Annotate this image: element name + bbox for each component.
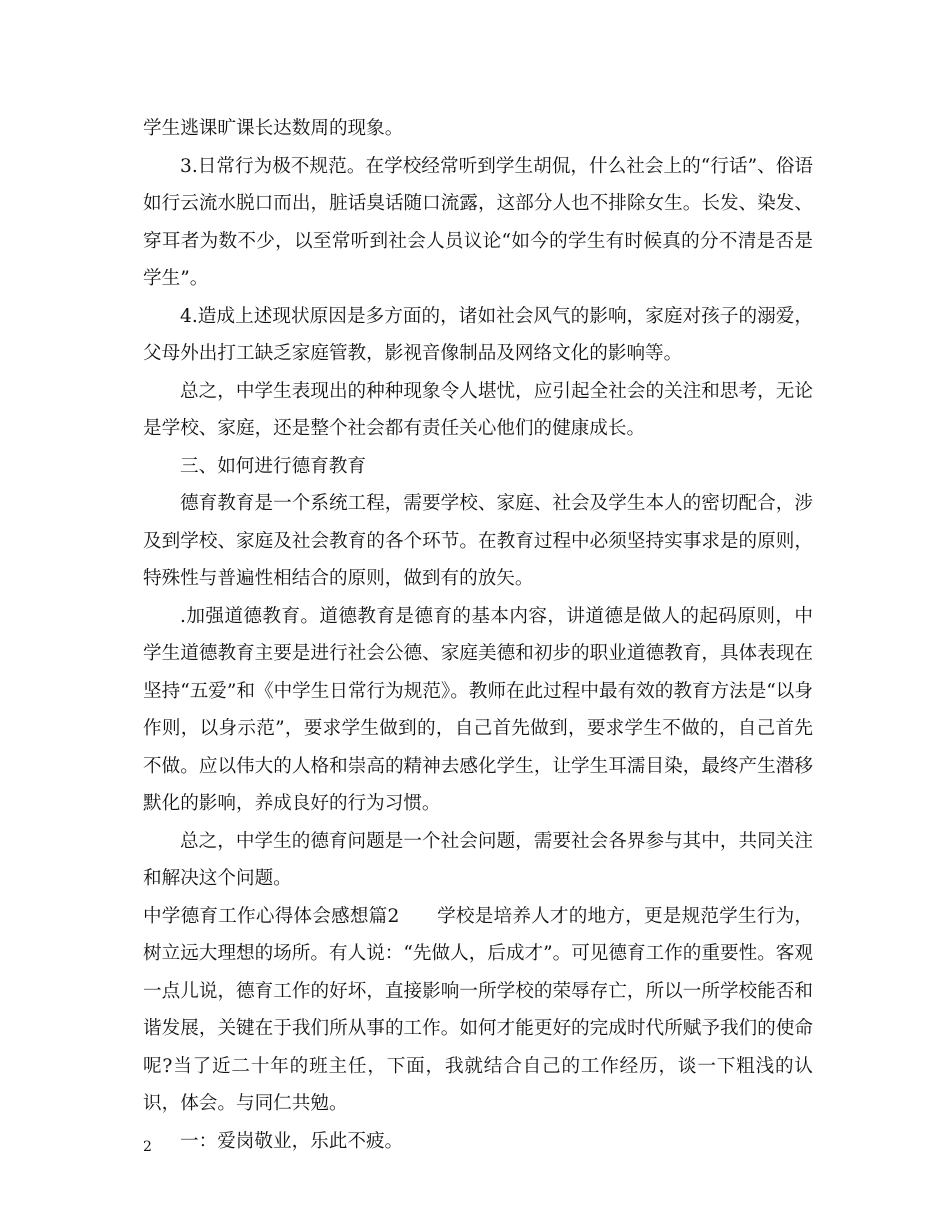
section-heading: 三、如何进行德育教育 (180, 455, 366, 477)
paragraph: 4.造成上述现状原因是多方面的，诸如社会风气的影响，家庭对孩子的溺爱，父母外出打工缺乏家庭管教，影视音像制品及网络文化的影响等。 (143, 305, 813, 364)
body-text (143, 110, 813, 1160)
paragraph: 学生逃课旷课长达数周的现象。 (143, 118, 404, 139)
paragraph: 中学德育工作心得体会感想篇2 学校是培养人才的地方，更是规范学生行为，树立远大理想的场所。有人说：“先做人，后成才”。可见德育工作的重要性。客观一点儿说，德育工作的好坏，直接影响一所学校的荣辱存亡，所以一所学校能否和谐发展，关键在于我们所从事的工作。如何才能更好的完成时代所赋予我们的使命呢?当了近二十年的班主任，下面，我就结合自己的工作经历，谈一下粗浅的认识，体会。与同仁共勉。 (143, 905, 813, 1114)
paragraph: 总之，中学生表现出的种种现象令人堪忧，应引起全社会的关注和思考，无论是学校、家庭，还是整个社会都有责任关心他们的健康成长。 (143, 380, 813, 439)
paragraph: 总之，中学生的德育问题是一个社会问题，需要社会各界参与其中，共同关注和解决这个问题。 (143, 830, 813, 889)
paragraph: 一：爱岗敬业，乐此不疲。 (180, 1130, 404, 1152)
paragraph: 德育教育是一个系统工程，需要学校、家庭、社会及学生本人的密切配合，涉及到学校、家庭及社会教育的各个环节。在教育过程中必须坚持实事求是的原则，特殊性与普遍性相结合的原则，做到有的放矢。 (143, 493, 813, 589)
page-number: 2 (143, 1139, 152, 1155)
paragraph: 3.日常行为极不规范。在学校经常听到学生胡侃，什么社会上的“行话”、俗语如行云流水脱口而出，脏话臭话随口流露，这部分人也不排除女生。长发、染发、穿耳者为数不少，以至常听到社会人员议论“如今的学生有时候真的分不清是否是学生”。 (143, 155, 813, 289)
paragraph: .加强道德教育。道德教育是德育的基本内容，讲道德是做人的起码原则，中学生道德教育主要是进行社会公德、家庭美德和初步的职业道德教育，具体表现在坚持“五爱”和《中学生日常行为规范》。教师在此过程中最有效的教育方法是“以身作则，以身示范”，要求学生做到的，自己首先做到，要求学生不做的，自己首先不做。应以伟大的人格和崇高的精神去感化学生，让学生耳濡目染，最终产生潜移默化的影响，养成良好的行为习惯。 (143, 605, 813, 814)
